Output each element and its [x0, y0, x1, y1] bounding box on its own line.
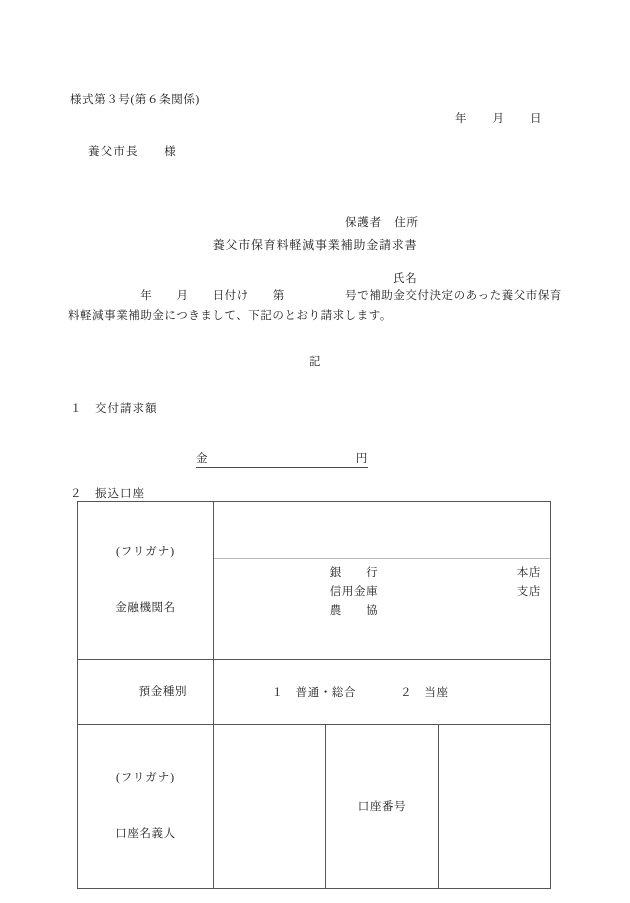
page-title: 養父市保育料軽減事業補助金請求書 [212, 238, 418, 252]
guardian-name-label: 氏名 [393, 273, 418, 286]
institution-value-cell[interactable] [214, 502, 551, 660]
branch-option-head-office[interactable]: 本店 [516, 566, 541, 579]
account-holder-name-label: 口座名義人 [115, 828, 176, 840]
date-line: 年 月 日 [455, 113, 543, 125]
account-number-label: 口座番号 [357, 801, 407, 814]
amount-prefix: 金 [196, 453, 209, 465]
institution-label-cell [78, 502, 214, 660]
claim-amount-field[interactable] [196, 450, 368, 468]
institution-option-shinkin[interactable] [214, 583, 550, 602]
body-paragraph-line-2: 料軽減事業補助金につきまして、下記のとおり請求します。 [68, 310, 392, 323]
institution-option-nokyo[interactable] [214, 602, 550, 621]
account-number-input[interactable] [438, 724, 550, 888]
institution-furigana-input[interactable] [214, 534, 550, 559]
addressee-line: 養父市長 様 [88, 146, 177, 158]
body-paragraph [68, 286, 568, 326]
body-paragraph-line-1: 年 月 日付け 第 号で補助金交付決定のあった養父市保育 [68, 290, 562, 302]
account-holder-furigana-label: (フリガナ) [115, 772, 176, 785]
institution-option-nokyo-label: 農 協 [329, 604, 379, 617]
deposit-type-label-cell [78, 660, 214, 725]
account-holder-label-cell [78, 724, 214, 888]
institution-option-shinkin-label: 信用金庫 [329, 585, 379, 598]
institution-furigana-label: (フリガナ) [115, 546, 176, 559]
form-number: 様式第３号(第６条関係) [70, 94, 200, 106]
deposit-type-label: 預金種別 [138, 685, 188, 698]
institution-name-label: 金融機関名 [115, 602, 176, 615]
account-number-label-cell [326, 724, 438, 888]
account-holder-input[interactable] [214, 724, 326, 888]
table-row-institution [78, 502, 551, 660]
section-1-heading: １ 交付請求額 [70, 403, 158, 415]
deposit-option-futsu[interactable]: １ 普通・総合 [271, 686, 357, 699]
table-row-account-holder [78, 724, 551, 888]
section-2-heading: ２ 振込口座 [70, 488, 145, 500]
institution-options [214, 559, 550, 628]
institution-option-bank-label: 銀 行 [329, 566, 379, 579]
table-row-deposit-type [78, 660, 551, 725]
ki-mark: 記 [308, 356, 322, 368]
bank-account-table [77, 501, 551, 889]
deposit-type-value-cell[interactable] [214, 660, 551, 725]
deposit-type-options [271, 684, 448, 700]
branch-option-branch-office[interactable]: 支店 [516, 585, 541, 598]
guardian-address-label: 保護者 住所 [345, 217, 419, 230]
institution-option-bank[interactable] [214, 564, 550, 583]
amount-suffix: 円 [355, 453, 368, 465]
deposit-option-toza[interactable]: ２ 当座 [400, 686, 449, 699]
